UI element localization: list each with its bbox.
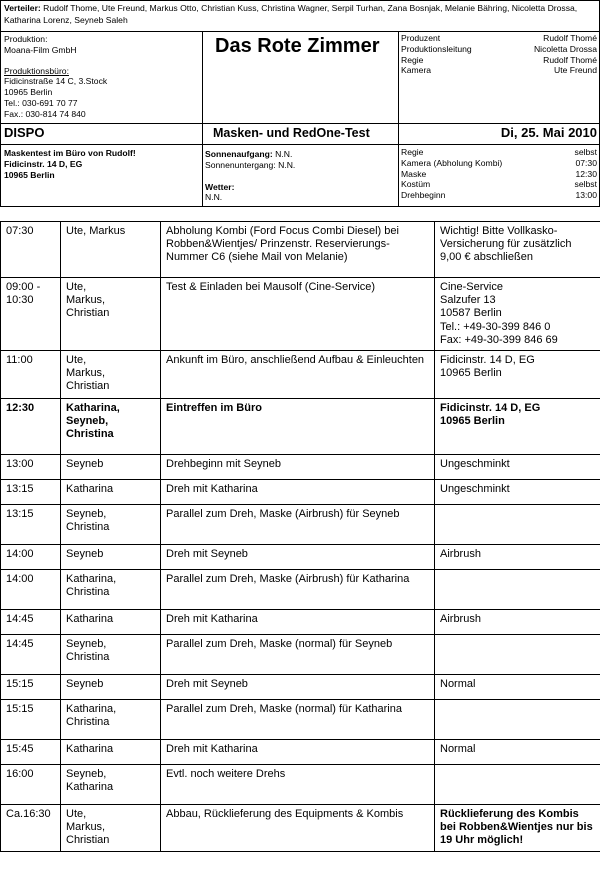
sunrise-label: Sonnenaufgang: xyxy=(205,149,273,159)
info-cell xyxy=(435,570,600,610)
activity-cell: Dreh mit Katharina xyxy=(161,480,435,505)
time-cell: 12:30 xyxy=(1,399,61,455)
sunrise-value: N.N. xyxy=(272,149,293,159)
who-cell: Seyneb, Christina xyxy=(61,635,161,675)
divider xyxy=(1,123,599,124)
table-row xyxy=(1,399,600,455)
call-time-label: Kostüm xyxy=(401,179,431,190)
info-cell: Ungeschminkt xyxy=(435,455,600,480)
schedule-table xyxy=(0,221,600,852)
production-info xyxy=(4,34,199,120)
info-cell: Wichtig! Bitte Vollkasko-Versicherung für zusätzlich 9,00 € abschließen xyxy=(435,222,600,278)
info-cell xyxy=(435,505,600,545)
activity-cell: Evtl. noch weitere Drehs xyxy=(161,765,435,805)
sunset-value: N.N. xyxy=(275,159,296,170)
activity-cell: Ankunft im Büro, anschließend Aufbau & Einleuchten xyxy=(161,351,435,399)
distribution-text: Rudolf Thome, Ute Freund, Markus Otto, Christian Kuss, Christina Wagner, Serpil Turhan, Zana Bosnjak, Melanie Bähring, Nicoletta Drossa, Katharina Lorenz, Seyneb Saleh xyxy=(4,3,578,25)
activity-cell: Parallel zum Dreh, Maske (normal) für Seyneb xyxy=(161,635,435,675)
time-cell: 07:30 xyxy=(1,222,61,278)
call-time-label: Regie xyxy=(401,147,424,157)
activity-cell: Parallel zum Dreh, Maske (Airbrush) für Seyneb xyxy=(161,505,435,545)
info-cell: Cine-Service Salzufer 13 10587 Berlin Tel.: +49-30-399 846 0 Fax: +49-30-399 846 69 xyxy=(435,278,600,351)
sunset xyxy=(205,160,395,171)
distribution-label: Verteiler: xyxy=(4,3,41,13)
crew-name: Ute Freund xyxy=(554,65,597,76)
info-cell: Rücklieferung des Kombis bei Robben&Wientjes nur bis 19 Uhr möglich! xyxy=(435,805,600,852)
time-cell: 15:15 xyxy=(1,700,61,740)
location-line: Fidicinstr. 14 D, EG xyxy=(4,159,83,169)
activity-cell: Parallel zum Dreh, Maske (normal) für Katharina xyxy=(161,700,435,740)
crew-row xyxy=(401,55,597,66)
production-office-label: Produktionsbüro: xyxy=(4,65,69,76)
time-cell: 13:00 xyxy=(1,455,61,480)
table-row xyxy=(1,675,600,700)
time-cell: 15:15 xyxy=(1,675,61,700)
time-cell: 13:15 xyxy=(1,505,61,545)
activity-cell: Abholung Kombi (Ford Focus Combi Diesel) bei Robben&Wientjes/ Prinzenstr. Reservierungs-Nummer C6 (siehe Mail von Melanie) xyxy=(161,222,435,278)
call-time-label: Kamera (Abholung Kombi) xyxy=(401,157,503,168)
dispo-date: Di, 25. Mai 2010 xyxy=(500,125,597,140)
info-cell xyxy=(435,765,600,805)
sunrise xyxy=(205,149,395,160)
distribution-list xyxy=(1,1,599,32)
info-cell: Normal xyxy=(435,675,600,700)
time-cell: 14:00 xyxy=(1,545,61,570)
table-row xyxy=(1,505,600,545)
table-row xyxy=(1,610,600,635)
dispo-label: DISPO xyxy=(4,125,45,140)
time-cell: Ca.16:30 xyxy=(1,805,61,852)
who-cell: Ute, Markus, Christian xyxy=(61,351,161,399)
dispo-title: Masken- und RedOne-Test xyxy=(213,126,370,140)
info-cell xyxy=(435,635,600,675)
time-cell: 11:00 xyxy=(1,351,61,399)
office-address-line: Fidicinstraße 14 C, 3.Stock xyxy=(4,76,108,87)
crew-name: Nicoletta Drossa xyxy=(533,43,597,54)
divider xyxy=(398,32,399,206)
crew-role: Produzent xyxy=(401,33,441,43)
info-cell: Normal xyxy=(435,740,600,765)
call-time-label: Drehbeginn xyxy=(401,190,446,201)
call-time-value: 12:30 xyxy=(575,168,597,179)
activity-cell: Dreh mit Seyneb xyxy=(161,545,435,570)
who-cell: Katharina, Christina xyxy=(61,570,161,610)
table-row xyxy=(1,635,600,675)
crew-role: Regie xyxy=(401,54,424,65)
divider xyxy=(1,144,599,145)
table-row xyxy=(1,545,600,570)
call-time-value: selbst xyxy=(574,147,597,157)
table-row xyxy=(1,570,600,610)
time-cell: 14:00 xyxy=(1,570,61,610)
crew-name: Rudolf Thomé xyxy=(543,33,597,43)
location-line: 10965 Berlin xyxy=(4,170,55,180)
location-info xyxy=(4,148,136,181)
time-cell: 16:00 xyxy=(1,765,61,805)
call-time-value: 07:30 xyxy=(575,157,597,168)
time-cell: 15:45 xyxy=(1,740,61,765)
table-row xyxy=(1,700,600,740)
table-row xyxy=(1,278,600,351)
who-cell: Ute, Markus, Christian xyxy=(61,805,161,852)
info-cell: Fidicinstr. 14 D, EG 10965 Berlin xyxy=(435,399,600,455)
table-row xyxy=(1,480,600,505)
crew-row xyxy=(401,33,597,44)
activity-cell: Test & Einladen bei Mausolf (Cine-Service) xyxy=(161,278,435,351)
table-row xyxy=(1,765,600,805)
who-cell: Katharina, Christina xyxy=(61,700,161,740)
table-row xyxy=(1,805,600,852)
who-cell: Seyneb xyxy=(61,545,161,570)
table-row xyxy=(1,351,600,399)
call-time-value: selbst xyxy=(574,179,597,190)
info-cell: Airbrush xyxy=(435,610,600,635)
film-title: Das Rote Zimmer xyxy=(215,35,380,57)
call-time-row xyxy=(401,169,597,180)
crew-row xyxy=(401,65,597,76)
who-cell: Ute, Markus xyxy=(61,222,161,278)
call-time-row xyxy=(401,179,597,190)
header-block xyxy=(0,0,600,207)
weather-label: Wetter: xyxy=(205,181,235,192)
table-row xyxy=(1,222,600,278)
who-cell: Ute, Markus, Christian xyxy=(61,278,161,351)
time-cell: 13:15 xyxy=(1,480,61,505)
call-times xyxy=(401,147,597,201)
activity-cell: Dreh mit Katharina xyxy=(161,740,435,765)
crew-list xyxy=(401,33,597,76)
info-cell: Airbrush xyxy=(435,545,600,570)
table-row xyxy=(1,740,600,765)
call-time-row xyxy=(401,147,597,158)
location-line: Maskentest im Büro von Rudolf! xyxy=(4,148,136,158)
crew-name: Rudolf Thomé xyxy=(543,54,597,65)
weather-value: N.N. xyxy=(205,192,223,203)
activity-cell: Dreh mit Seyneb xyxy=(161,675,435,700)
table-row xyxy=(1,455,600,480)
who-cell: Seyneb, Christina xyxy=(61,505,161,545)
activity-cell: Eintreffen im Büro xyxy=(161,399,435,455)
info-cell: Fidicinstr. 14 D, EG 10965 Berlin xyxy=(435,351,600,399)
call-time-row xyxy=(401,190,597,201)
who-cell: Katharina xyxy=(61,610,161,635)
call-time-value: 13:00 xyxy=(575,190,597,201)
activity-cell: Parallel zum Dreh, Maske (Airbrush) für Katharina xyxy=(161,570,435,610)
office-phone: Tel.: 030-691 70 77 xyxy=(4,97,78,108)
who-cell: Seyneb xyxy=(61,455,161,480)
info-cell: Ungeschminkt xyxy=(435,480,600,505)
who-cell: Seyneb xyxy=(61,675,161,700)
crew-role: Kamera xyxy=(401,65,432,76)
sunset-label: Sonnenuntergang: xyxy=(205,159,276,170)
who-cell: Katharina xyxy=(61,740,161,765)
crew-role: Produktionsleitung xyxy=(401,43,472,54)
production-label: Produktion: xyxy=(4,34,48,44)
who-cell: Katharina, Seyneb, Christina xyxy=(61,399,161,455)
who-cell: Seyneb, Katharina xyxy=(61,765,161,805)
office-fax: Fax.: 030-814 74 840 xyxy=(4,108,86,119)
office-address-line: 10965 Berlin xyxy=(4,87,53,98)
time-cell: 09:00 - 10:30 xyxy=(1,278,61,351)
divider xyxy=(202,32,203,206)
activity-cell: Dreh mit Katharina xyxy=(161,610,435,635)
activity-cell: Drehbeginn mit Seyneb xyxy=(161,455,435,480)
crew-row xyxy=(401,44,597,55)
time-cell: 14:45 xyxy=(1,635,61,675)
who-cell: Katharina xyxy=(61,480,161,505)
info-cell xyxy=(435,700,600,740)
schedule-body xyxy=(1,222,600,852)
production-company: Moana-Film GmbH xyxy=(4,44,77,55)
activity-cell: Abbau, Rücklieferung des Equipments & Kombis xyxy=(161,805,435,852)
time-cell: 14:45 xyxy=(1,610,61,635)
sun-weather xyxy=(205,149,395,203)
call-time-row xyxy=(401,158,597,169)
call-time-label: Maske xyxy=(401,168,427,179)
